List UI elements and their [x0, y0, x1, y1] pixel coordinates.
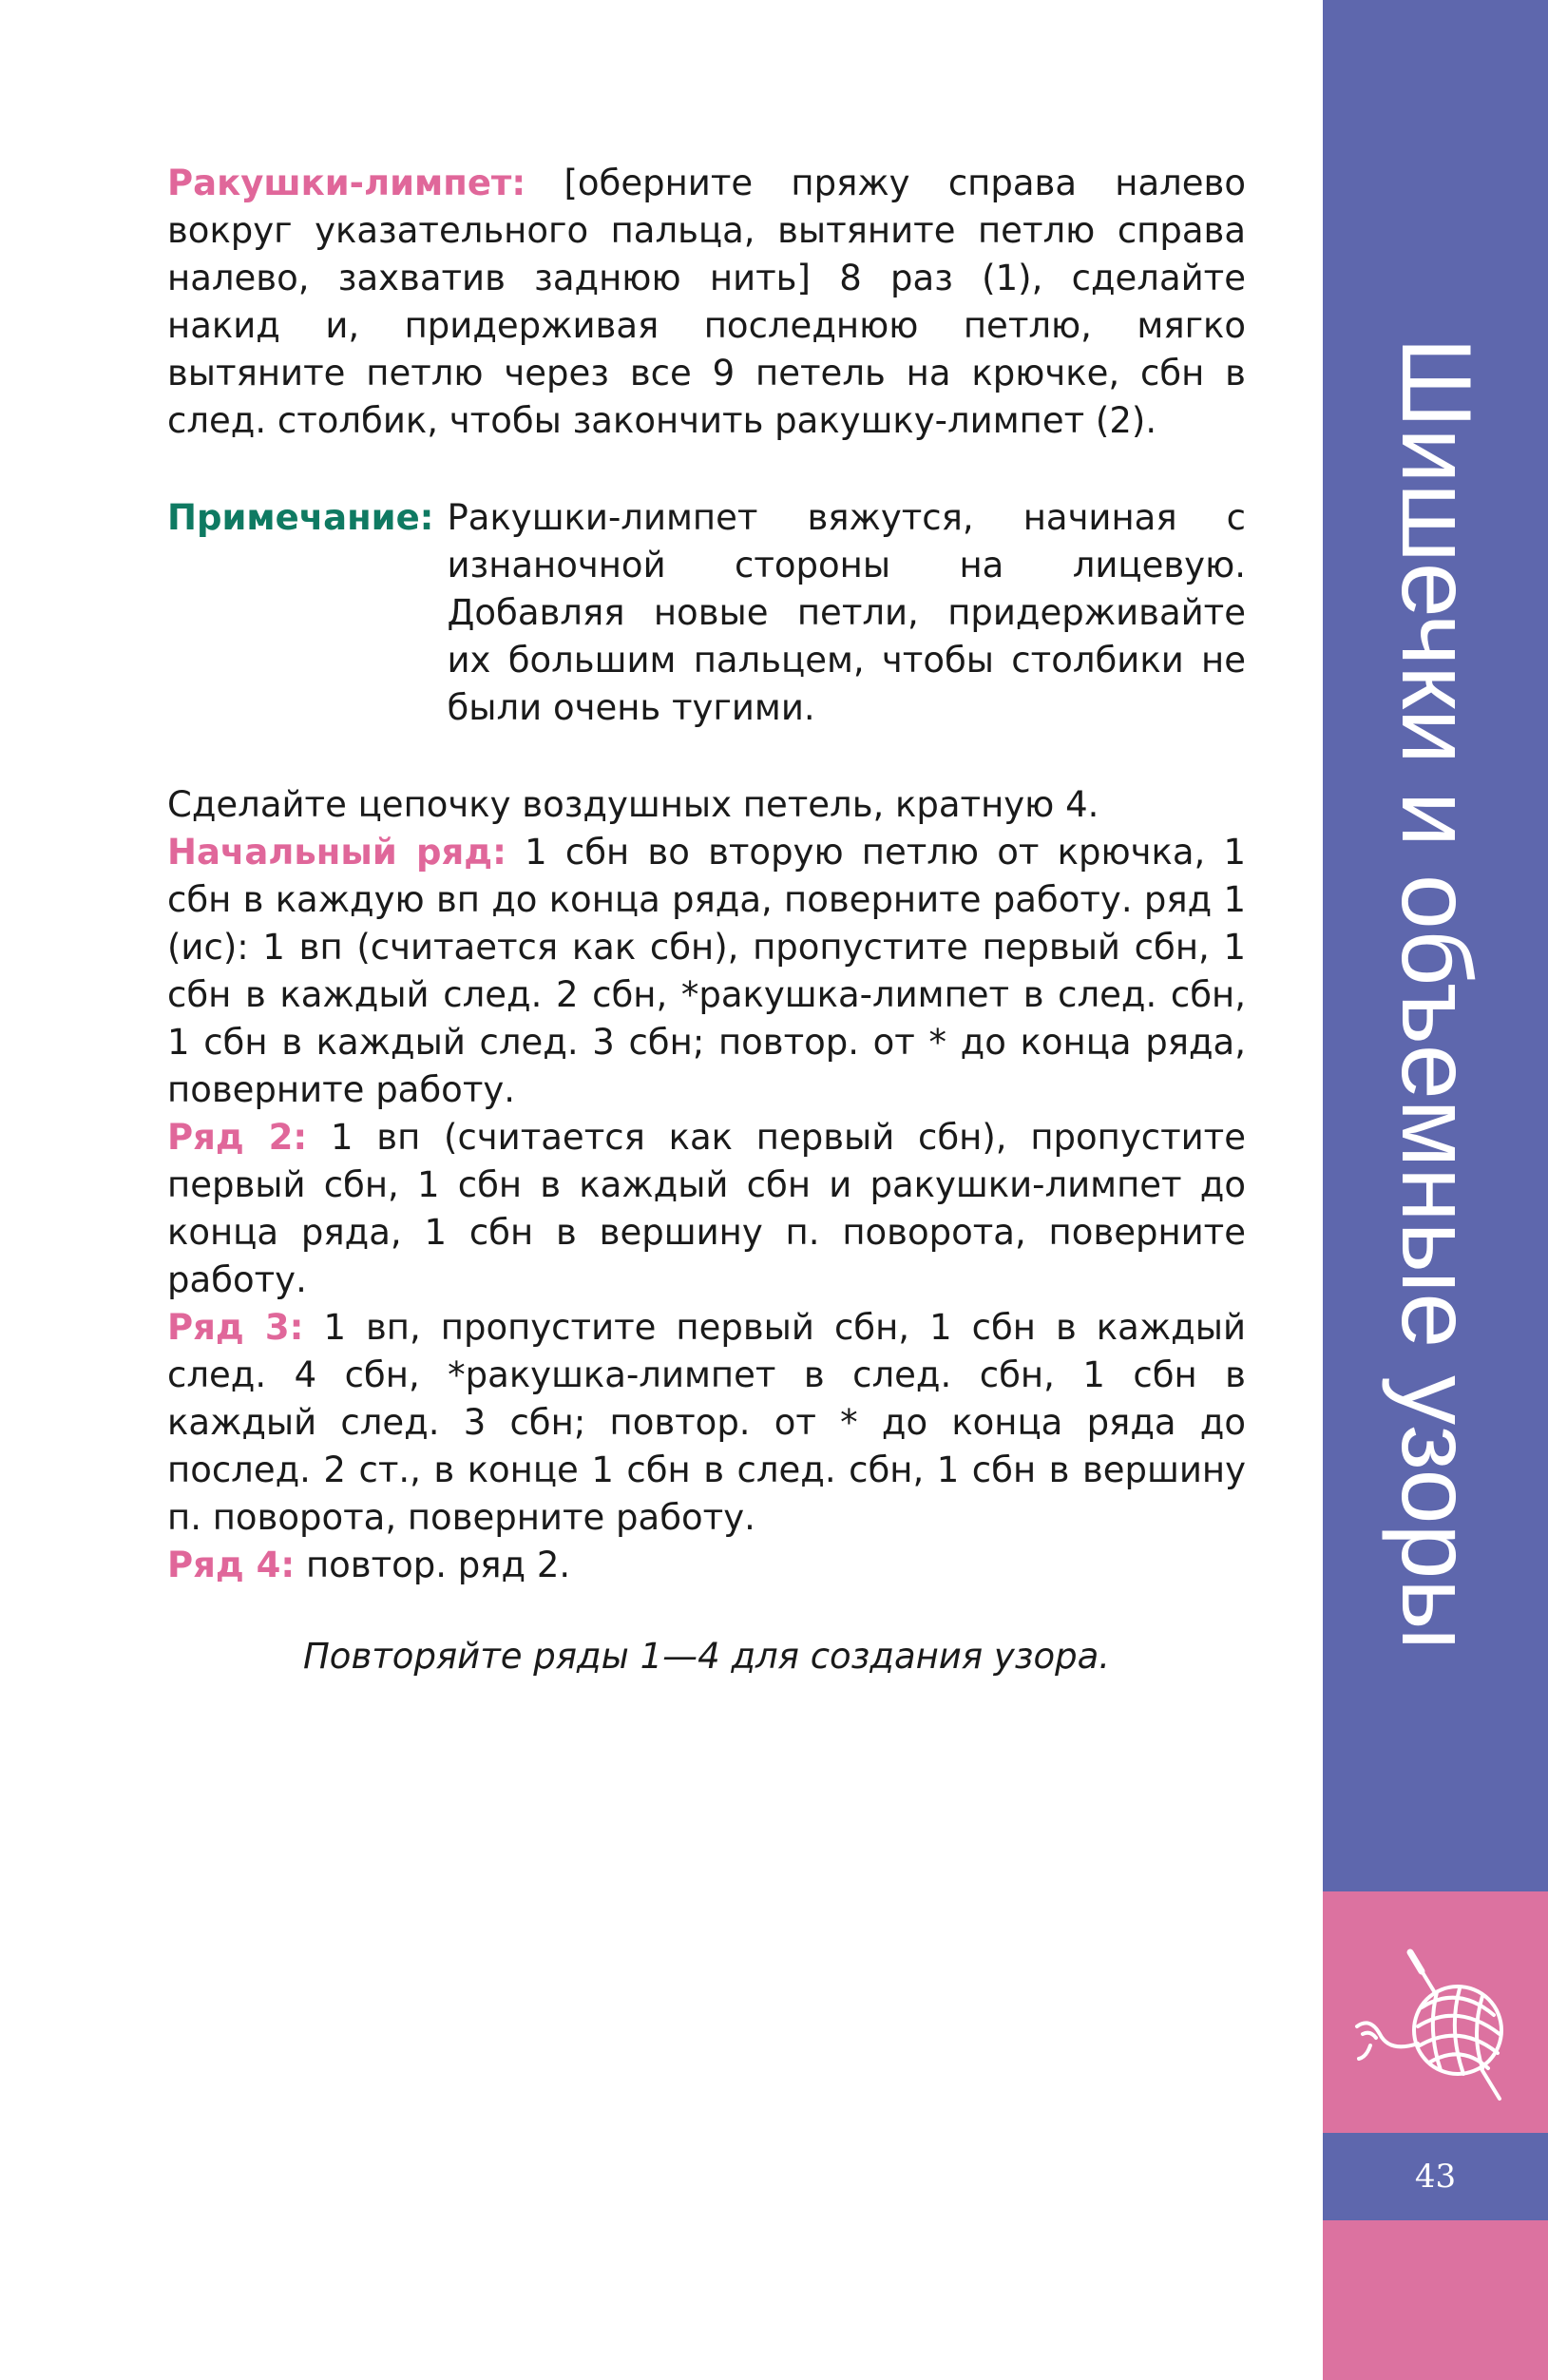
row-3: [167, 1304, 1246, 1542]
final-note: Повторяйте ряды 1—4 для создания узора.: [302, 1636, 1110, 1677]
limpet-label: Ракушки-лимпет:: [167, 163, 526, 203]
rows-block: [167, 781, 1246, 1589]
row-4-text: повтор. ряд 2.: [295, 1545, 571, 1585]
yarn-ball-with-hook-icon: [1342, 1939, 1532, 2110]
chapter-sidebar: [1323, 0, 1548, 2380]
row-4: [167, 1542, 1246, 1589]
start-row-label: Начальный ряд:: [167, 832, 506, 873]
page-number: 43: [1414, 2158, 1457, 2196]
chapter-title: Шишечки и объемные узоры: [1381, 337, 1491, 1651]
start-row-text: 1 сбн во вторую петлю от крючка, 1 сбн в каждую вп до конца ряда, поверните работу. ряд 1 (ис): 1 вп (считается как сбн), пропустите первый сбн, 1 сбн в каждый след. 2 сбн, *ракушка-лимпет в след. сбн, 1 сбн в каждый след. 3 сбн; повтор. от * до конца ряда, поверните работу.: [167, 832, 1246, 1110]
row-4-label: Ряд 4:: [167, 1545, 296, 1585]
row-2-text: 1 вп (считается как первый сбн), пропустите первый сбн, 1 сбн в каждый сбн и ракушки-лимпет до конца ряда, 1 сбн в вершину п. поворота, поверните работу.: [167, 1117, 1246, 1300]
row-3-text: 1 вп, пропустите первый сбн, 1 сбн в каждый след. 4 сбн, *ракушка-лимпет в след. сбн, 1 сбн в каждый след. 3 сбн; повтор. от * до конца ряда до послед. 2 ст., в конце 1 сбн в след. сбн, 1 сбн в вершину п. поворота, поверните работу.: [167, 1307, 1246, 1538]
start-row: [167, 829, 1246, 1114]
limpet-paragraph: [167, 160, 1246, 445]
limpet-text: [оберните пряжу справа налево вокруг указательного пальца, вытяните петлю справа налево, захватив заднюю нить] 8 раз (1), сделайте накид и, придерживая последнюю петлю, мягко вытяните петлю через все 9 петель на крючке, сбн в след. столбик, чтобы закончить ракушку-лимпет (2).: [167, 163, 1246, 441]
note-block: [167, 494, 1246, 732]
row-2-label: Ряд 2:: [167, 1117, 308, 1158]
note-label: Примечание:: [167, 497, 434, 538]
sidebar-bottom-band: [1323, 2220, 1548, 2380]
page-content: [167, 160, 1246, 1716]
row-2: [167, 1114, 1246, 1304]
note-text: Ракушки-лимпет вяжутся, начиная с изнаночной стороны на лицевую. Добавляя новые петли, придерживайте их большим пальцем, чтобы столбики не были очень тугими.: [447, 497, 1246, 728]
row-3-label: Ряд 3:: [167, 1307, 304, 1348]
intro-text: Сделайте цепочку воздушных петель, кратную 4.: [167, 784, 1099, 825]
